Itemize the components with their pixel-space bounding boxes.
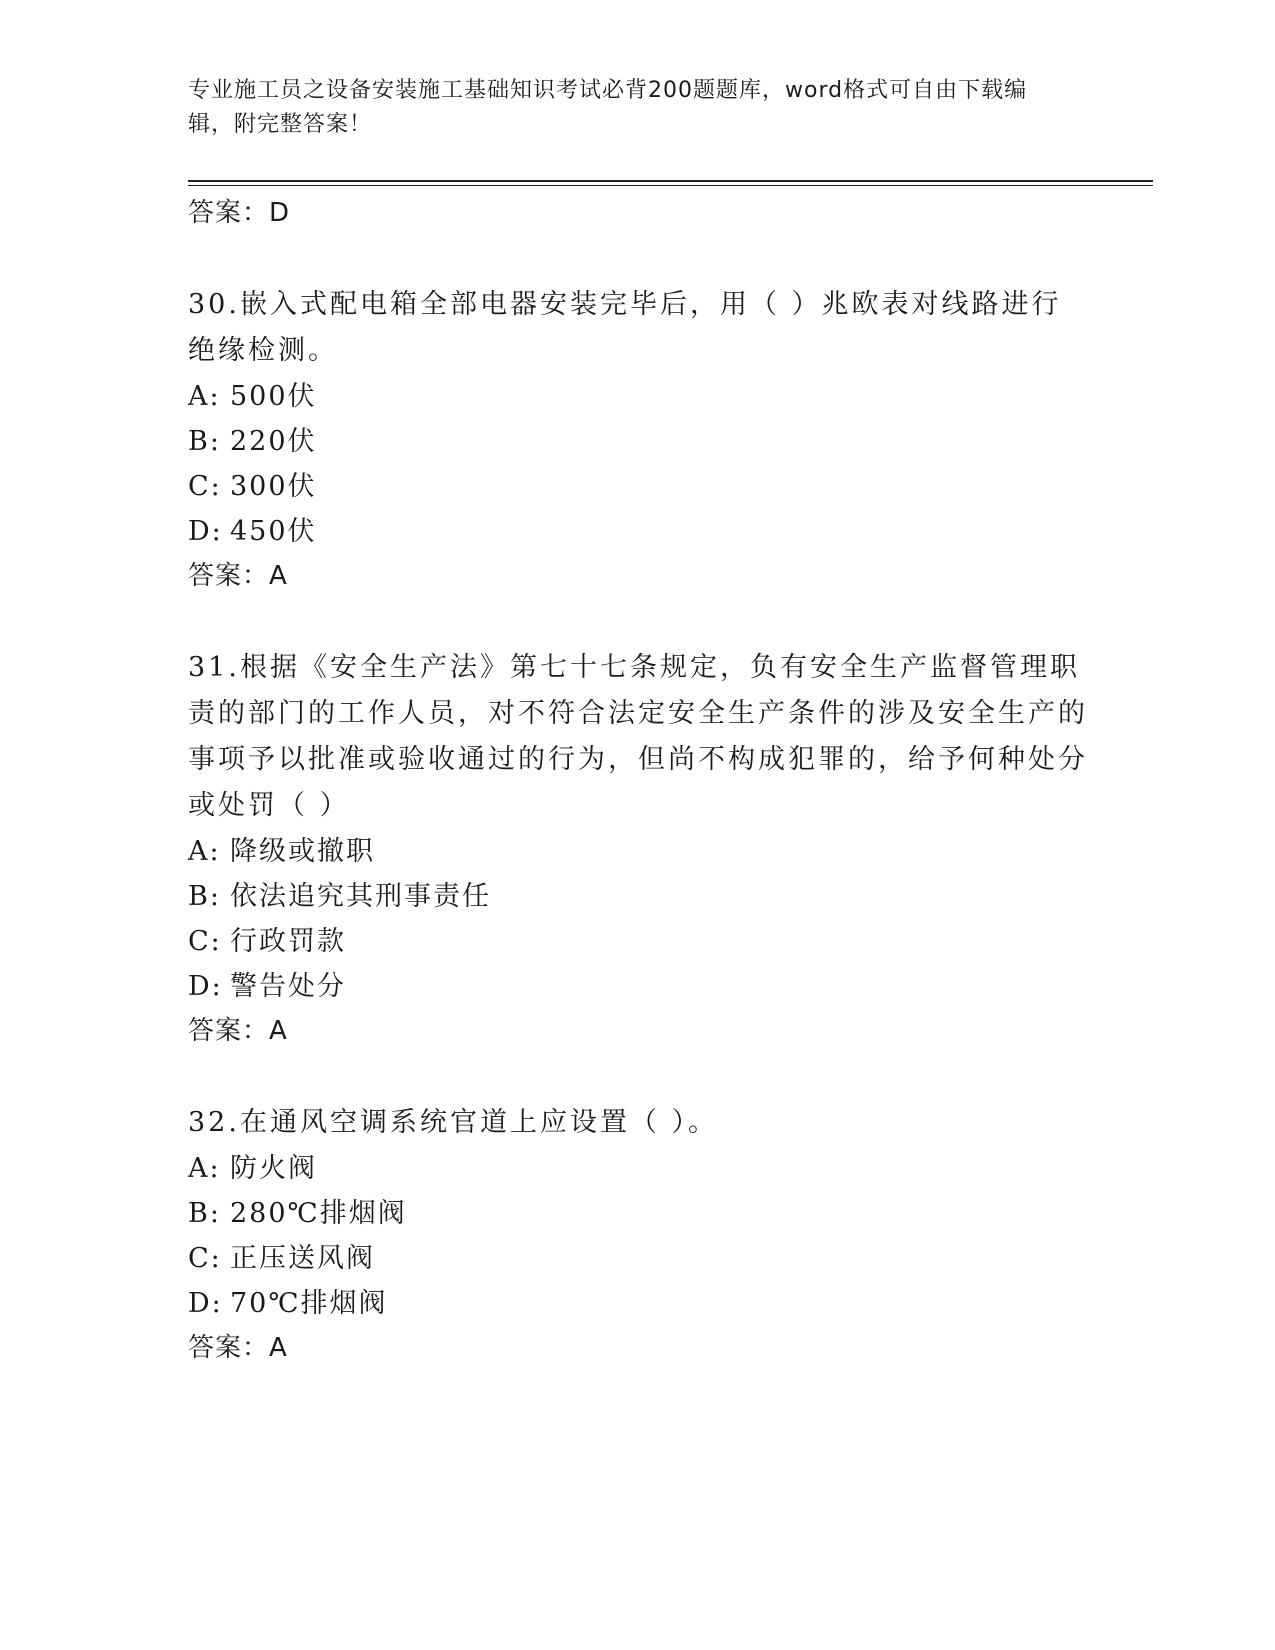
question-text: 30.嵌入式配电箱全部电器安装完毕后，用（ ）兆欧表对线路进行绝缘检测。 xyxy=(188,289,1062,366)
option-a xyxy=(188,829,1088,874)
option-text: 280℃排烟阀 xyxy=(230,1198,407,1229)
question-list xyxy=(188,191,1088,1370)
option-letter: C: xyxy=(188,1243,222,1274)
option-text: 300伏 xyxy=(230,471,317,502)
option-text: 警告处分 xyxy=(230,971,346,1002)
option-text: 依法追究其刑事责任 xyxy=(230,881,491,912)
option-letter: A: xyxy=(188,836,221,867)
question-30 xyxy=(188,282,1088,598)
option-text: 70℃排烟阀 xyxy=(230,1288,388,1319)
question-text: 31.根据《安全生产法》第七十七条规定，负有安全生产监督管理职责的部门的工作人员，对不符合法定安全生产条件的涉及安全生产的事项予以批准或验收通过的行为，但尚不构成犯罪的，给予何种处分或处罚（ ） xyxy=(188,652,1088,821)
option-d xyxy=(188,1281,1088,1326)
option-letter: D: xyxy=(188,971,223,1002)
previous-answer: 答案：D xyxy=(188,198,291,228)
option-text: 行政罚款 xyxy=(230,926,346,957)
option-letter: C: xyxy=(188,471,222,502)
option-c xyxy=(188,919,1088,964)
option-b xyxy=(188,419,1088,464)
option-letter: B: xyxy=(188,1198,221,1229)
option-a xyxy=(188,1146,1088,1191)
option-text: 防火阀 xyxy=(230,1153,317,1184)
answer: 答案：A xyxy=(188,1016,288,1046)
question-32 xyxy=(188,1100,1088,1370)
header-divider-thin xyxy=(188,185,1153,186)
option-b xyxy=(188,1191,1088,1236)
option-text: 降级或撤职 xyxy=(230,836,375,867)
answer: 答案：A xyxy=(188,561,288,591)
option-letter: D: xyxy=(188,516,223,547)
option-a xyxy=(188,374,1088,419)
option-letter: D: xyxy=(188,1288,223,1319)
option-text: 500伏 xyxy=(230,381,317,412)
option-letter: C: xyxy=(188,926,222,957)
question-31 xyxy=(188,645,1088,1053)
option-text: 220伏 xyxy=(230,426,317,457)
option-letter: B: xyxy=(188,881,221,912)
option-text: 450伏 xyxy=(230,516,317,547)
option-d xyxy=(188,964,1088,1009)
option-letter: A: xyxy=(188,1153,221,1184)
option-text: 正压送风阀 xyxy=(230,1243,375,1274)
document-header: 专业施工员之设备安装施工基础知识考试必背200题题库，word格式可自由下载编辑，附完整答案！ xyxy=(188,78,1028,137)
option-letter: A: xyxy=(188,381,221,412)
question-text: 32.在通风空调系统官道上应设置（ ）。 xyxy=(188,1107,719,1138)
option-c xyxy=(188,1236,1088,1281)
option-c xyxy=(188,464,1088,509)
answer: 答案：A xyxy=(188,1333,288,1363)
header-divider-thick xyxy=(188,180,1153,182)
option-d xyxy=(188,509,1088,554)
option-letter: B: xyxy=(188,426,221,457)
option-b xyxy=(188,874,1088,919)
